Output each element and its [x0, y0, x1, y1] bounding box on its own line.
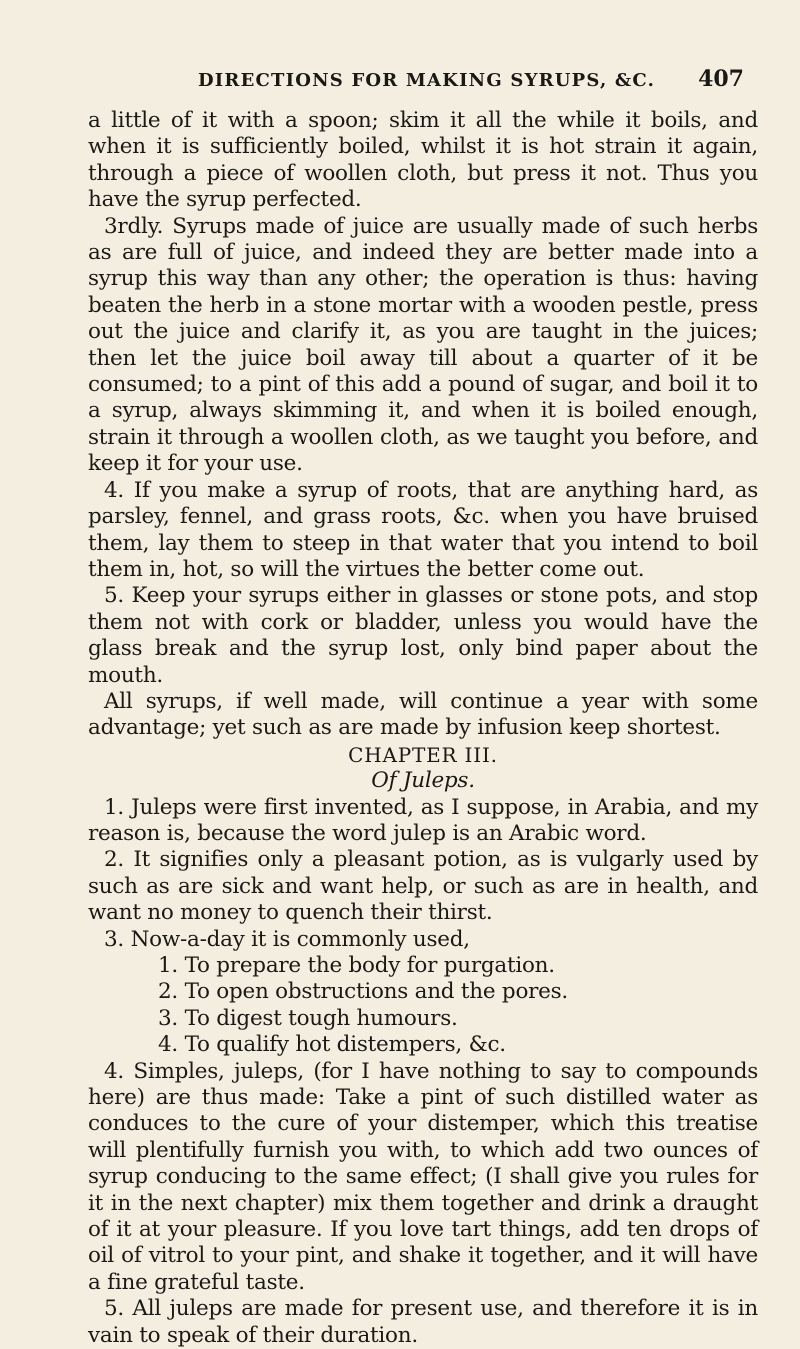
page-body: [88, 108, 758, 1349]
paragraph-root-syrups: 4. If you make a syrup of roots, that are anything hard, as parsley, fennel, and grass roots, &c. when you have bruised them, lay them to steep in that water that you intend to boil them in, hot, so will the virtues the better come out.: [88, 477, 758, 582]
chapter-heading: CHAPTER III.: [348, 742, 498, 767]
paragraph-juice-syrups: 3rdly. Syrups made of juice are usually made of such herbs as are full of juice, and indeed they are better made into a syrup this way than any other; the operation is thus: having beaten the herb in a stone mortar with a wooden pestle, press out the juice and clarify it, as you are taught in the juices; then let the juice boil away till about a quarter of it be consumed; to a pint of this add a pound of sugar, and boil it to a syrup, always skimming it, and when it is boiled enough, strain it through a woollen cloth, as we taught you before, and keep it for your use.: [88, 213, 758, 477]
paragraph-continuation: a little of it with a spoon; skim it all the while it boils, and when it is sufficiently boiled, whilst it is hot strain it again, through a piece of woollen cloth, but press it not. Thus you have the syrup perfected.: [88, 108, 758, 213]
page-header: [88, 62, 758, 108]
paragraph-simple-juleps: 4. Simples, juleps, (for I have nothing to say to compounds here) are thus made: Take a pint of such distilled water as conduces to the cure of your distemper, which this treatise will plentifully furnish you with, to which add two ounces of syrup conducing to the same effect; (I shall give you rules for it in the next chapter) mix them together and drink a draught of it at your pleasure. If you love tart things, add ten drops of oil of vitrol to your pint, and shake it together, and it will have a fine grateful taste.: [88, 1058, 758, 1295]
list-item: 1. Juleps were first invented, as I suppose, in Arabia, and my reason is, because the word julep is an Arabic word.: [88, 794, 758, 846]
sub-list-item: 1. To prepare the body for purgation.: [158, 953, 555, 978]
paragraph-storage: 5. Keep your syrups either in glasses or stone pots, and stop them not with cork or bladder, unless you would have the glass break and the syrup lost, only bind paper about the mouth.: [88, 583, 758, 688]
page-number: 407: [698, 66, 744, 92]
chapter-title: Of Juleps.: [371, 768, 475, 794]
paragraph-present-use: 5. All juleps are made for present use, and therefore it is in vain to speak of their duration.: [88, 1296, 758, 1348]
list-item: 3. Now-a-day it is commonly used,: [104, 926, 470, 952]
running-head: DIRECTIONS FOR MAKING SYRUPS, &C.: [198, 70, 656, 91]
list-item: 2. It signifies only a pleasant potion, as is vulgarly used by such as are sick and want help, or such as are in health, and want no money to quench their thirst.: [88, 847, 758, 926]
paragraph-keeping: All syrups, if well made, will continue a year with some advantage; yet such as are made by infusion keep shortest.: [88, 688, 758, 741]
sub-list-item: 2. To open obstructions and the pores.: [158, 979, 569, 1005]
sub-list-item: 4. To qualify hot distempers, &c.: [158, 1032, 506, 1058]
sub-list-item: 3. To digest tough humours.: [158, 1005, 458, 1031]
